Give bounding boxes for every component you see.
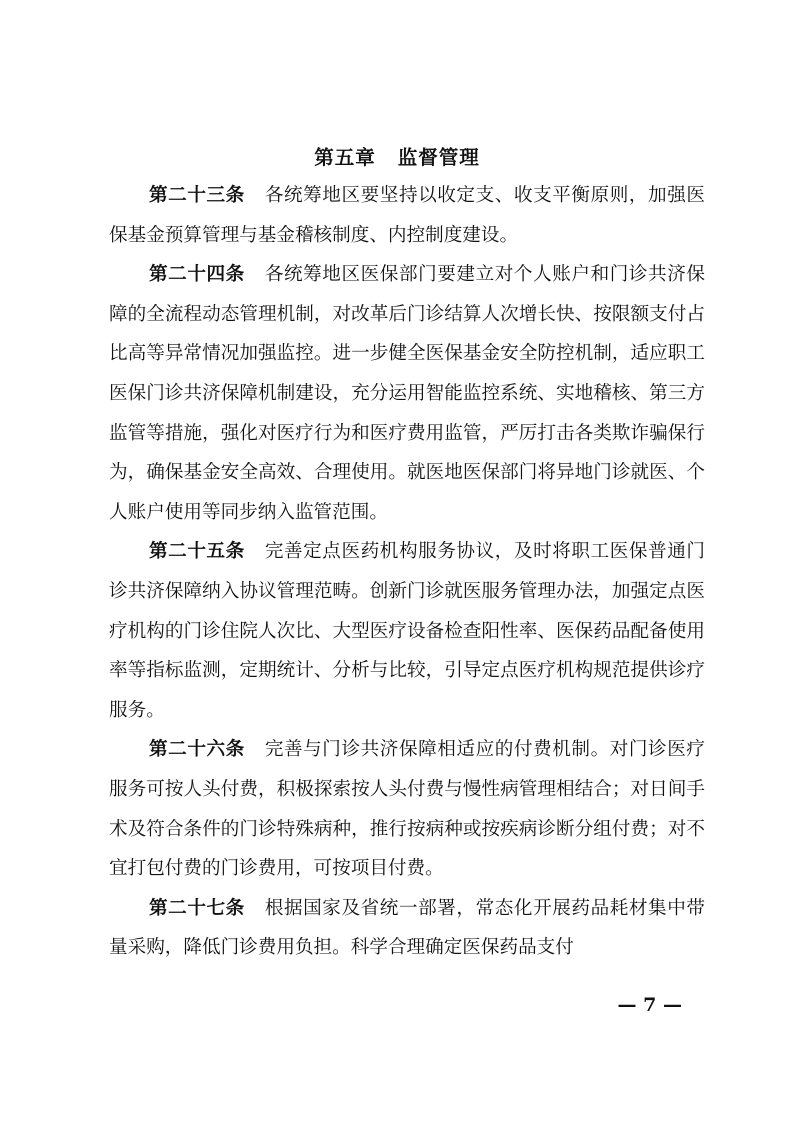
article-number: 第二十七条 bbox=[149, 897, 245, 919]
article-text: 完善与门诊共济保障相适应的付费机制。对门诊医疗服务可按人头付费，积极探索按人头付费与慢性病管理相结合；对日间手术及符合条件的门诊特殊病种，推行按病种或按疾病诊断分组付费；对不宜打包付费的门诊费用，可按项目付费。 bbox=[109, 739, 705, 880]
article-text: 完善定点医药机构服务协议，及时将职工医保普通门诊共济保障纳入协议管理范畴。创新门诊就医服务管理办法，加强定点医疗机构的门诊住院人次比、大型医疗设备检查阳性率、医保药品配备使用率等指标监测，定期统计、分析与比较，引导定点医疗机构规范提供诊疗服务。 bbox=[109, 541, 705, 721]
article-number: 第二十五条 bbox=[149, 541, 245, 563]
article-paragraph bbox=[109, 255, 705, 532]
article-number: 第二十四条 bbox=[149, 264, 245, 286]
article-text: 各统筹地区要坚持以收定支、收支平衡原则，加强医保基金预算管理与基金稽核制度、内控制度建设。 bbox=[109, 185, 705, 246]
article-text: 根据国家及省统一部署，常态化开展药品耗材集中带量采购，降低门诊费用负担。科学合理确定医保药品支付 bbox=[109, 897, 705, 959]
article-paragraph bbox=[109, 532, 705, 730]
body-text bbox=[109, 176, 705, 968]
chapter-name: 监督管理 bbox=[397, 146, 480, 169]
chapter-number: 第五章 bbox=[314, 146, 376, 169]
article-number: 第二十三条 bbox=[149, 185, 245, 206]
article-number: 第二十六条 bbox=[149, 739, 245, 761]
page-number: — 7 — bbox=[617, 994, 682, 1016]
chapter-title bbox=[0, 142, 794, 170]
article-paragraph bbox=[109, 889, 705, 968]
article-paragraph bbox=[109, 176, 705, 255]
article-text: 各统筹地区医保部门要建立对个人账户和门诊共济保障的全流程动态管理机制，对改革后门诊结算人次增长快、按限额支付占比高等异常情况加强监控。进一步健全医保基金安全防控机制，适应职工医保门诊共济保障机制建设，充分运用智能监控系统、实地稽核、第三方监管等措施，强化对医疗行为和医疗费用监管，严厉打击各类欺诈骗保行为，确保基金安全高效、合理使用。就医地医保部门将异地门诊就医、个人账户使用等同步纳入监管范围。 bbox=[109, 264, 705, 523]
article-paragraph bbox=[109, 730, 705, 888]
